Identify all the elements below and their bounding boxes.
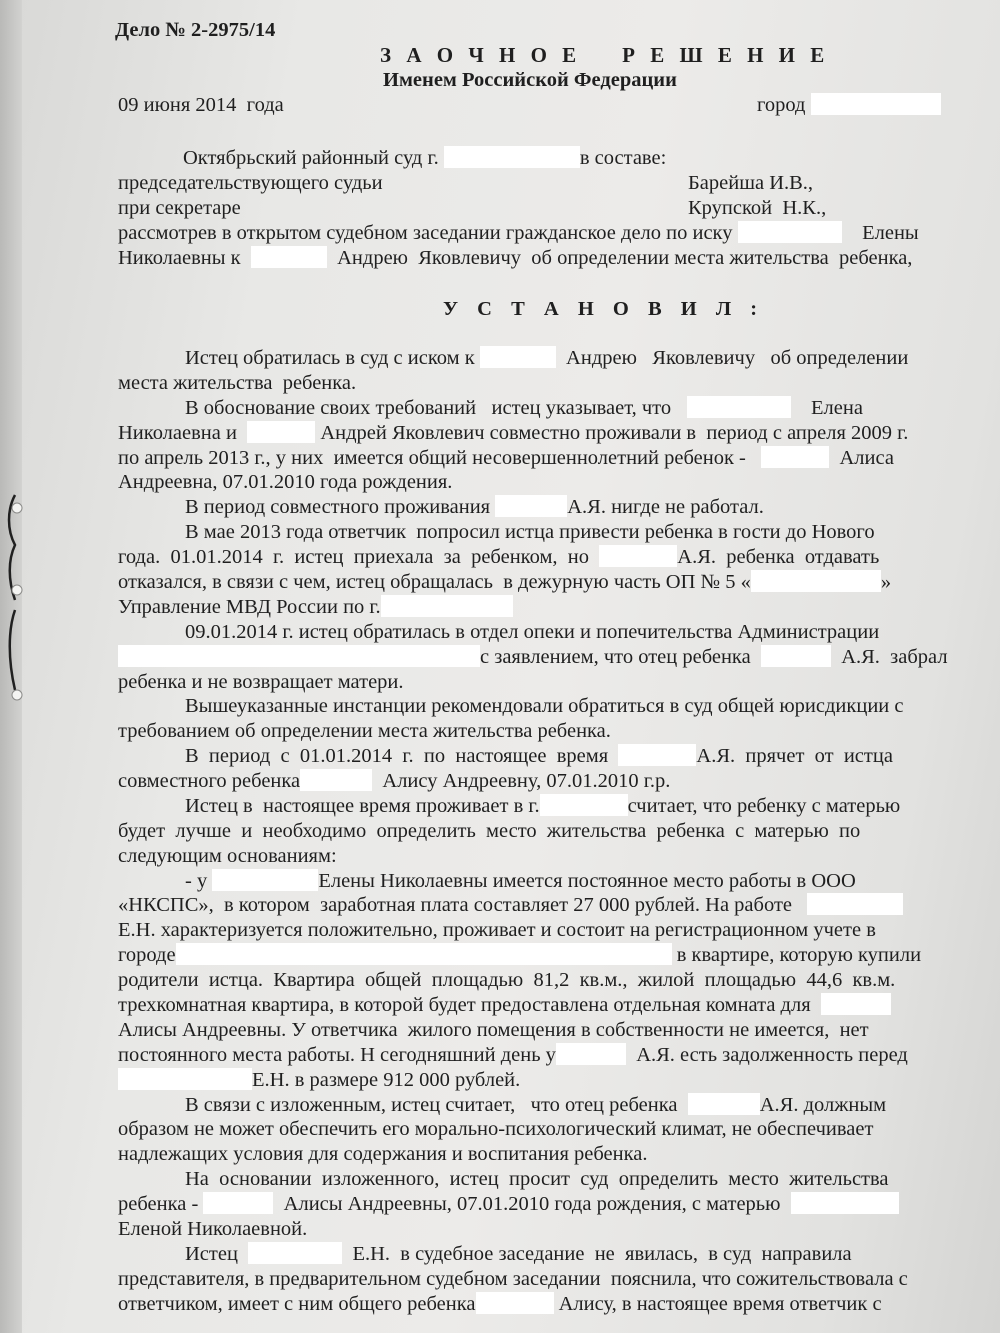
paragraph-line: В связи с изложенным, истец считает, что отец ребенка А.Я. должным [185,1094,887,1116]
redaction-block [247,421,315,443]
paragraph-line: Андреевна, 07.01.2010 года рождения. [118,471,453,493]
paragraph-line: ребенка и не возвращает матери. [118,671,404,693]
case-description-line: Николаевны к Андрею Яковлевичу об определении места жительства ребенка, [118,247,913,269]
paragraph-line: Еленой Николаевной. [118,1218,308,1240]
document-title: З А О Ч Н О Е Р Е Ш Е Н И Е [380,43,830,67]
redaction-block [618,744,696,766]
paragraph-line: В период с 01.01.2014 г. по настоящее время А.Я. прячет от истца [185,745,893,767]
redaction-block [807,893,903,915]
case-description-line: рассмотрев в открытом судебном заседании гражданское дело по иску Елены [118,222,919,244]
paragraph-line: Николаевна и Андрей Яковлевич совместно проживали в период с апреля 2009 г. [118,422,909,444]
paragraph-line: трехкомнатная квартира, в которой будет предоставлена отдельная комната для [118,993,891,1018]
paragraph-line: отказался, в связи с чем, истец обращалась в дежурную часть ОП № 5 « » [118,571,892,593]
redaction-block [751,570,881,592]
paragraph-line: постоянного места работы. Н сегодняшний день у А.Я. есть задолженность перед [118,1044,908,1066]
redaction-block [688,1093,760,1115]
redaction-block [687,396,791,418]
redaction-block [118,645,480,667]
document-subtitle: Именем Российской Федерации [383,69,677,91]
city-line [757,93,941,118]
redaction-block [811,93,941,115]
paragraph-line: родители истца. Квартира общей площадью 81,2 кв.м., жилой площадью 44,6 кв.м. [118,969,896,991]
paragraph-line: Истец Е.Н. в судебное заседание не явилась, в суд направила [185,1243,852,1265]
redaction-block [480,346,556,368]
redaction-block [248,1242,342,1264]
presiding-name: Барейша И.В., [688,172,814,194]
redaction-block [381,595,513,617]
paragraph-line: На основании изложенного, истец просит суд определить место жительства [185,1168,889,1190]
paragraph-line: Алисы Андреевны. У ответчика жилого помещения в собственности не имеется, нет [118,1019,869,1041]
decision-date: 09 июня 2014 года [118,94,284,116]
redaction-block [495,495,567,517]
redaction-block [118,1068,252,1090]
redaction-block [540,794,628,816]
paragraph-line: Истец в настоящее время проживает в г. считает, что ребенку с матерью [185,795,901,817]
paragraph-line: «НКСПС», в котором заработная плата составляет 27 000 рублей. На работе [118,893,903,918]
paragraph-line: образом не может обеспечить его морально-психологический климат, не обеспечивает [118,1118,874,1140]
court-line: Октябрьский районный суд г. в составе: [183,147,667,169]
section-heading: У С Т А Н О В И Л : [443,298,765,320]
redaction-block [738,221,842,243]
redaction-block [300,769,372,791]
paragraph-line: места жительства ребенка. [118,372,357,394]
paragraph-line: года. 01.01.2014 г. истец приехала за ребенком, но А.Я. ребенка отдавать [118,546,880,568]
redaction-block [599,545,677,567]
city-label: город [757,94,806,116]
redaction-block [212,869,318,891]
redaction-block [176,943,672,965]
paragraph-line: Е.Н. характеризуется положительно, проживает и состоит на регистрационном учете в [118,919,876,941]
paragraph-line: ответчиком, имеет с ним общего ребенка Алису, в настоящее время ответчик с [118,1293,882,1315]
redaction-block [476,1292,554,1314]
redaction-block [251,246,327,268]
paragraph-line: ребенка - Алисы Андреевны, 07.01.2010 года рождения, с матерью [118,1192,899,1217]
paragraph-line: с заявлением, что отец ребенка А.Я. забрал [118,645,948,670]
redaction-block [761,645,831,667]
redaction-block [203,1192,273,1214]
paragraph-line: надлежащих условия для содержания и воспитания ребенка. [118,1143,648,1165]
paragraph-line: В мае 2013 года ответчик попросил истца привести ребенка в гости до Нового [185,521,875,543]
secretary-label: при секретаре [118,197,241,219]
paragraph-line: 09.01.2014 г. истец обратилась в отдел опеки и попечительства Администрации [185,621,880,643]
paragraph-line: Истец обратилась в суд с иском к Андрею Яковлевичу об определении [185,347,909,369]
secretary-name: Крупской Н.К., [688,197,827,219]
paragraph-line: по апрель 2013 г., у них имеется общий несовершеннолетний ребенок - Алиса [118,447,894,469]
redaction-block [556,1043,626,1065]
paragraph-line: требованием об определении места жительства ребенка. [118,720,611,742]
paragraph-line: Вышеуказанные инстанции рекомендовали обратиться в суд общей юрисдикции с [185,695,904,717]
paragraph-line: - у Елены Николаевны имеется постоянное место работы в ООО [185,870,856,892]
paragraph-line: В период совместного проживания А.Я. нигде не работал. [185,496,764,518]
paragraph-line: Е.Н. в размере 912 000 рублей. [118,1068,520,1093]
paragraph-line: совместного ребенка Алису Андреевну, 07.01.2010 г.р. [118,770,671,792]
presiding-label: председательствующего судьи [118,172,383,194]
redaction-block [761,446,829,468]
redaction-block [444,146,580,168]
paragraph-line: В обоснование своих требований истец указывает, что Елена [185,397,863,419]
binding-thread-icon [5,490,25,720]
case-number: Дело № 2-2975/14 [115,19,276,41]
paragraph-line: городе в квартире, которую купили [118,944,922,966]
redaction-block [791,1192,899,1214]
paragraph-line: будет лучше и необходимо определить место жительства ребенка с матерью по [118,820,861,842]
paragraph-line: Управление МВД России по г. [118,595,513,620]
paragraph-line: представителя, в предварительном судебном заседании пояснила, что сожительствовала с [118,1268,908,1290]
paragraph-line: следующим основаниям: [118,845,337,867]
redaction-block [821,993,891,1015]
